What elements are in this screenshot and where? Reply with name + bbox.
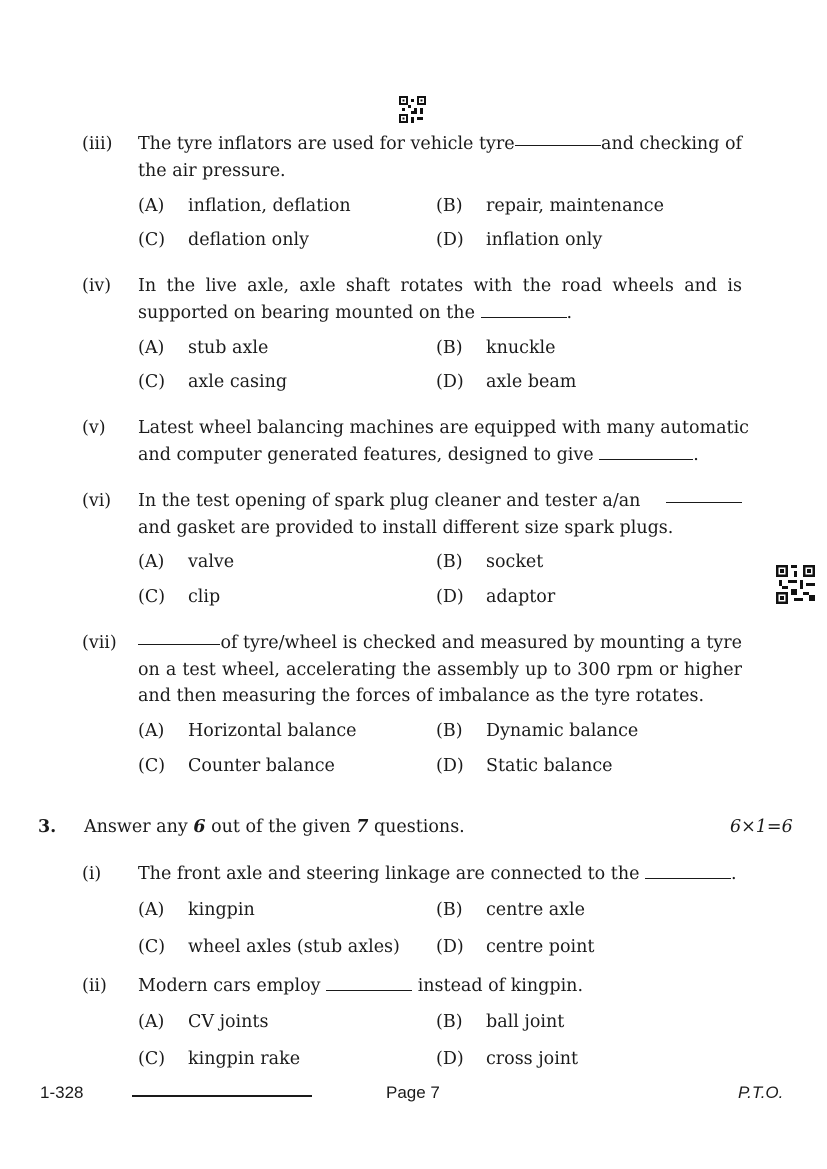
- answer-blank: [481, 303, 567, 318]
- option-c: clip: [188, 587, 221, 607]
- question-number-iv: (iv): [82, 276, 112, 296]
- answer-blank: [326, 976, 412, 991]
- option-label-d: (D): [436, 756, 464, 776]
- option-c: Counter balance: [188, 756, 335, 776]
- option-label-a: (A): [138, 338, 165, 358]
- option-b: knuckle: [486, 338, 556, 358]
- qr-code-side: [776, 565, 815, 604]
- question-ii-stem-part-b: instead of kingpin.: [417, 976, 584, 996]
- period: .: [731, 864, 737, 884]
- instruction-part-c: questions.: [373, 817, 465, 837]
- question-v-stem: [138, 415, 749, 468]
- question-iv-stem-part-a: In the live axle, axle shaft rotates with the road wheels and is: [138, 276, 742, 296]
- option-b: repair, maintenance: [486, 196, 664, 216]
- option-c: kingpin rake: [188, 1049, 301, 1069]
- question-v-stem-part-b: and computer generated features, designed to give: [138, 444, 594, 465]
- instruction-part-b: out of the given: [211, 817, 351, 837]
- option-d: axle beam: [486, 372, 577, 392]
- instruction-count-answer: 6: [193, 817, 206, 837]
- question-vii-stem-part-c: and then measuring the forces of imbalance as the tyre rotates.: [138, 686, 705, 706]
- option-d: inflation only: [486, 230, 603, 250]
- question-vi-stem: [138, 488, 742, 541]
- answer-blank: [515, 131, 601, 146]
- option-a: valve: [188, 552, 235, 572]
- option-label-b: (B): [436, 338, 463, 358]
- option-label-c: (C): [138, 1049, 166, 1069]
- marks-allocation: 6×1=6: [730, 817, 793, 837]
- option-label-c: (C): [138, 756, 166, 776]
- option-a: inflation, deflation: [188, 196, 351, 216]
- option-label-b: (B): [436, 900, 463, 920]
- option-d: Static balance: [486, 756, 613, 776]
- option-d: adaptor: [486, 587, 556, 607]
- question-i-stem-text: The front axle and steering linkage are connected to the: [138, 864, 640, 884]
- option-label-d: (D): [436, 372, 464, 392]
- question-number-iii: (iii): [82, 134, 113, 154]
- question-iv-stem: [138, 273, 742, 326]
- answer-blank: [666, 488, 742, 503]
- question-v-stem-part-a: Latest wheel balancing machines are equipped with many automatic: [138, 418, 749, 438]
- question-i-stem: [138, 861, 742, 888]
- option-label-b: (B): [436, 721, 463, 741]
- question-vii-stem-part-b: on a test wheel, accelerating the assembly up to 300 rpm or higher: [138, 659, 742, 680]
- instruction-count-given: 7: [356, 817, 369, 837]
- option-label-c: (C): [138, 230, 166, 250]
- question-number-3: 3.: [38, 817, 57, 837]
- instruction-part-a: Answer any: [84, 817, 188, 837]
- option-d: centre point: [486, 937, 595, 957]
- option-b: centre axle: [486, 900, 586, 920]
- question-number-vii: (vii): [82, 633, 117, 653]
- question-number-i: (i): [82, 864, 102, 884]
- option-label-a: (A): [138, 196, 165, 216]
- answer-blank: [138, 630, 220, 645]
- option-label-b: (B): [436, 1012, 463, 1032]
- please-turn-over: P.T.O.: [738, 1083, 784, 1102]
- option-c: axle casing: [188, 372, 288, 392]
- option-label-c: (C): [138, 587, 166, 607]
- option-c: wheel axles (stub axles): [188, 937, 400, 957]
- question-vi-stem-part-b: and gasket are provided to install different size spark plugs.: [138, 517, 674, 538]
- option-a: CV joints: [188, 1012, 269, 1032]
- answer-blank: [599, 445, 693, 460]
- question-ii-stem-part-a: Modern cars employ: [138, 976, 321, 996]
- period: .: [693, 444, 699, 465]
- question-vi-stem-part-a: In the test opening of spark plug cleaner and tester a/an: [138, 491, 641, 511]
- option-a: kingpin: [188, 900, 255, 920]
- option-c: deflation only: [188, 230, 309, 250]
- option-label-c: (C): [138, 937, 166, 957]
- question-iv-stem-part-b: supported on bearing mounted on the: [138, 302, 475, 323]
- option-a: stub axle: [188, 338, 269, 358]
- question-iii-stem-part-c: the air pressure.: [138, 160, 286, 181]
- option-d: cross joint: [486, 1049, 579, 1069]
- option-a: Horizontal balance: [188, 721, 357, 741]
- option-b: Dynamic balance: [486, 721, 639, 741]
- qr-code-top: [399, 96, 426, 123]
- question-iii-stem: [138, 131, 742, 184]
- question-iii-stem-part-b: and checking of: [601, 134, 742, 154]
- question-iii-stem-part-a: The tyre inflators are used for vehicle tyre: [138, 134, 515, 154]
- option-label-d: (D): [436, 1049, 464, 1069]
- period: .: [566, 302, 573, 323]
- option-label-a: (A): [138, 721, 165, 741]
- question-number-ii: (ii): [82, 976, 107, 996]
- option-label-d: (D): [436, 587, 464, 607]
- option-label-a: (A): [138, 1012, 165, 1032]
- page-number: Page 7: [386, 1083, 440, 1102]
- option-b: socket: [486, 552, 544, 572]
- option-label-b: (B): [436, 196, 463, 216]
- option-b: ball joint: [486, 1012, 565, 1032]
- question-ii-stem: [138, 973, 742, 1000]
- question-number-vi: (vi): [82, 491, 112, 511]
- option-label-a: (A): [138, 900, 165, 920]
- option-label-d: (D): [436, 937, 464, 957]
- footer-rule: [132, 1095, 312, 1097]
- option-label-d: (D): [436, 230, 464, 250]
- answer-blank: [645, 864, 731, 879]
- question-vii-stem: [138, 630, 742, 710]
- paper-code: 1-328: [40, 1083, 84, 1102]
- option-label-c: (C): [138, 372, 166, 392]
- option-label-a: (A): [138, 552, 165, 572]
- question-number-v: (v): [82, 418, 106, 438]
- question-vii-stem-part-a: of tyre/wheel is checked and measured by mounting a tyre: [220, 633, 742, 653]
- question-3-instruction: [84, 814, 465, 840]
- option-label-b: (B): [436, 552, 463, 572]
